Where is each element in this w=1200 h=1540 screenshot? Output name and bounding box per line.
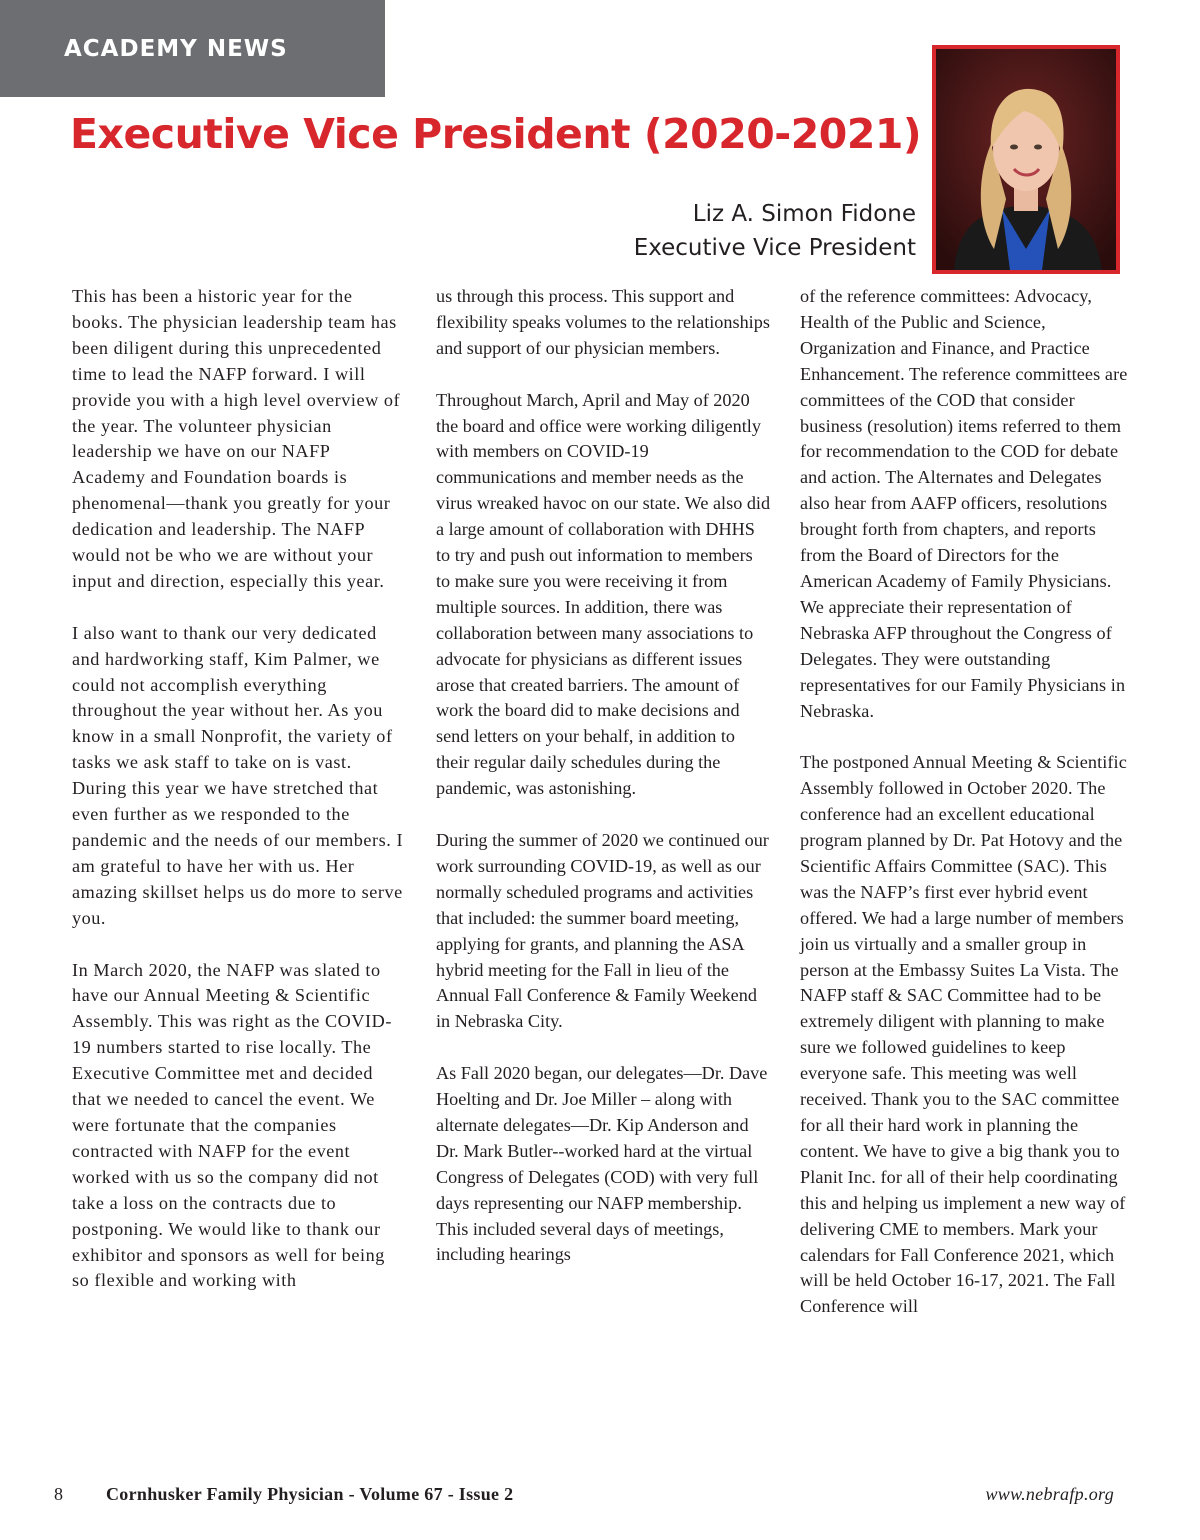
page-footer	[54, 1484, 1114, 1510]
article-column-3	[800, 284, 1135, 1320]
article-column-1	[72, 284, 407, 1294]
paragraph: us through this process. This support and flexibility speaks volumes to the relationships and support of our physician members.	[436, 286, 770, 358]
section-tab	[0, 0, 385, 97]
paragraph: In March 2020, the NAFP was slated to have our Annual Meeting & Scientific Assembly. This was right as the COVID-19 numbers started to rise locally. The Executive Committee met and decided that we needed to cancel the event. We were fortunate that the companies contracted with NAFP for the event worked with us so the company did not take a loss on the contracts due to postponing. We would like to thank our exhibitor and sponsors as well for being so flexible and working with	[72, 959, 392, 1291]
byline	[634, 197, 916, 265]
page-number: 8	[54, 1484, 63, 1504]
author-photo	[932, 45, 1120, 274]
paragraph: I also want to thank our very dedicated and hardworking staff, Kim Palmer, we could not accomplish everything throughout the year without her. As you know in a small Nonprofit, the variety of tasks we ask staff to take on is vast. During this year we have stretched that even further as we responded to the pandemic and the needs of our members. I am grateful to have her with us. Her amazing skillset helps us do more to serve you.	[72, 622, 404, 928]
paragraph: As Fall 2020 began, our delegates—Dr. Dave Hoelting and Dr. Joe Miller – along with alternate delegates—Dr. Kip Anderson and Dr. Mark Butler--worked hard at the virtual Congress of Delegates (COD) with very full days representing our NAFP membership. This included several days of meetings, including hearings	[436, 1063, 768, 1265]
author-name: Liz A. Simon Fidone	[692, 201, 916, 227]
section-tab-label: ACADEMY NEWS	[64, 36, 288, 62]
paragraph: of the reference committees: Advocacy, Health of the Public and Science, Organization and Finance, and Practice Enhancement. The reference committees are committees of the COD that consider business (resolution) items referred to them for recommendation to the COD for debate and action. The Alternates and Delegates also hear from AAFP officers, resolutions brought forth from chapters, and reports from the Board of Directors for the American Academy of Family Physicians. We appreciate their representation of Nebraska AFP throughout the Congress of Delegates. They were outstanding representatives for our Family Physicians in Nebraska.	[800, 286, 1128, 721]
publication-name: Cornhusker Family Physician - Volume 67 - Issue 2	[106, 1484, 514, 1504]
author-title: Executive Vice President	[633, 235, 916, 261]
paragraph: During the summer of 2020 we continued our work surrounding COVID-19, as well as our normally scheduled programs and activities that included: the summer board meeting, applying for grants, and planning the ASA hybrid meeting for the Fall in lieu of the Annual Fall Conference & Family Weekend in Nebraska City.	[436, 830, 769, 1032]
portrait-illustration	[936, 49, 1116, 270]
paragraph: This has been a historic year for the books. The physician leadership team has been diligent during this unprecedented time to lead the NAFP forward. I will provide you with a high level overview of the year. The volunteer physician leadership we have on our NAFP Academy and Foundation boards is phenomenal—thank you greatly for your dedication and leadership. The NAFP would not be who we are without your input and direction, especially this year.	[72, 286, 401, 591]
paragraph: The postponed Annual Meeting & Scientific Assembly followed in October 2020. The conference had an excellent educational program planned by Dr. Pat Hotovy and the Scientific Affairs Committee (SAC). This was the NAFP’s first ever hybrid event offered. We had a large number of members join us virtually and a smaller group in person at the Embassy Suites La Vista. The NAFP staff & SAC Committee had to be extremely diligent with planning to make sure we followed guidelines to keep everyone safe. This meeting was well received. Thank you to the SAC committee for all their hard work in planning the content. We have to give a big thank you to Planit Inc. for all of their help coordinating this and helping us implement a new way of delivering CME to members. Mark your calendars for Fall Conference 2021, which will be held October 16-17, 2021. The Fall Conference will	[800, 752, 1127, 1317]
article-title: Executive Vice President (2020-2021)	[70, 110, 922, 158]
website-url[interactable]: www.nebrafp.org	[985, 1484, 1114, 1504]
paragraph: Throughout March, April and May of 2020 the board and office were working diligently with members on COVID-19 communications and member needs as the virus wreaked havoc on our state. We also did a large amount of collaboration with DHHS to try and push out information to members to make sure you were receiving it from multiple sources. In addition, there was collaboration between many associations to advocate for physicians as different issues arose that created barriers. The amount of work the board did to make decisions and send letters on your behalf, in addition to their regular daily schedules during the pandemic, was astonishing.	[436, 389, 771, 799]
article-column-2	[436, 284, 771, 1268]
